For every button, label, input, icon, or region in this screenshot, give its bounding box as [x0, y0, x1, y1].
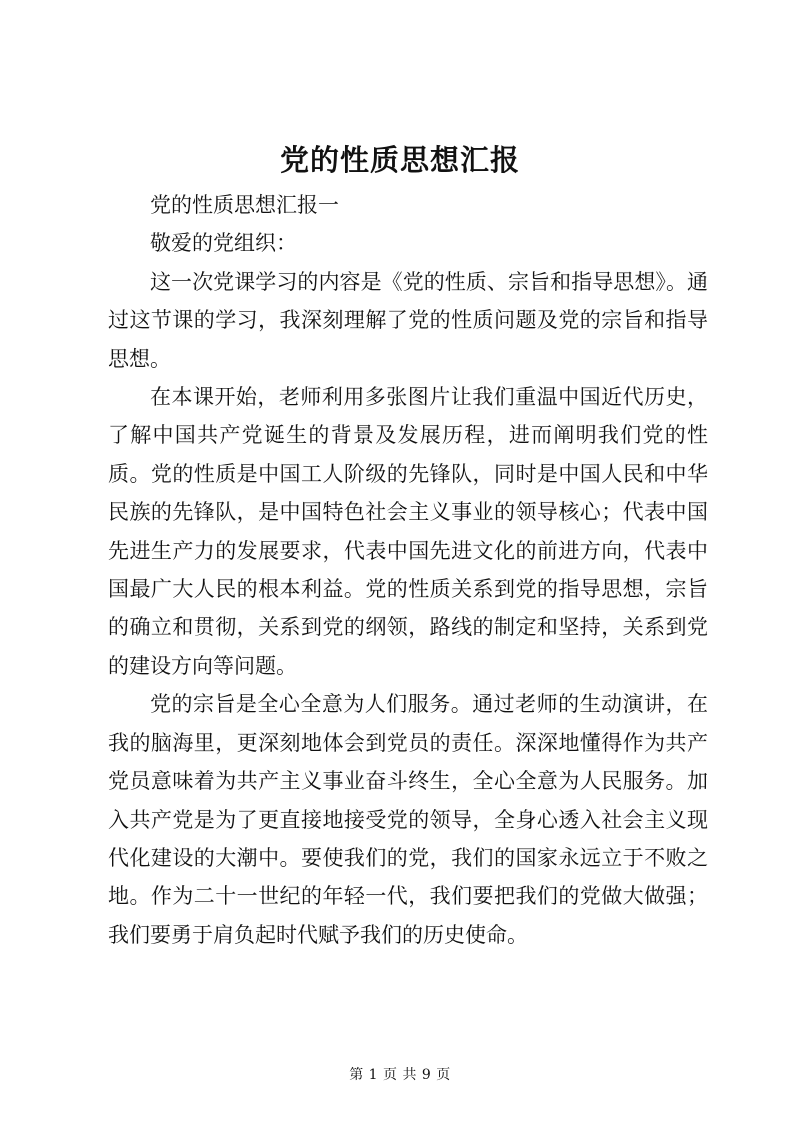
paragraph-party-nature: 在本课开始，老师利用多张图片让我们重温中国近代历史，了解中国共产党诞生的背景及发展历程，进而阐明我们党的性质。党的性质是中国工人阶级的先锋队，同时是中国人民和中华民族的先锋队，是中国特色社会主义事业的领导核心；代表中国先进生产力的发展要求，代表中国先进文化的前进方向，代表中国最广大人民的根本利益。党的性质关系到党的指导思想，宗旨的确立和贯彻，关系到党的纲领，路线的制定和坚持，关系到党的建设方向等问题。 [108, 385, 708, 678]
paragraph-party-purpose: 党的宗旨是全心全意为人们服务。通过老师的生动演讲，在我的脑海里，更深刻地体会到党员的责任。深深地懂得作为共产党员意味着为共产主义事业奋斗终生，全心全意为人民服务。加入共产党是为了更直接地接受党的领导，全身心透入社会主义现代化建设的大潮中。要使我们的党，我们的国家永远立于不败之地。作为二十一世纪的年轻一代，我们要把我们的党做大做强；我们要勇于肩负起时代赋予我们的历史使命。 [108, 692, 708, 947]
paragraph-salutation: 敬爱的党组织： [150, 231, 297, 256]
document-title: 党的性质思想汇报 [279, 143, 520, 177]
paragraph-intro: 这一次党课学习的内容是《党的性质、宗旨和指导思想》。通过这节课的学习，我深刻理解了党的性质问题及党的宗旨和指导思想。 [108, 269, 708, 371]
paragraph-heading: 党的性质思想汇报一 [150, 193, 339, 217]
document-body [108, 186, 708, 954]
page-footer: 第 1 页 共 9 页 [349, 1067, 451, 1083]
